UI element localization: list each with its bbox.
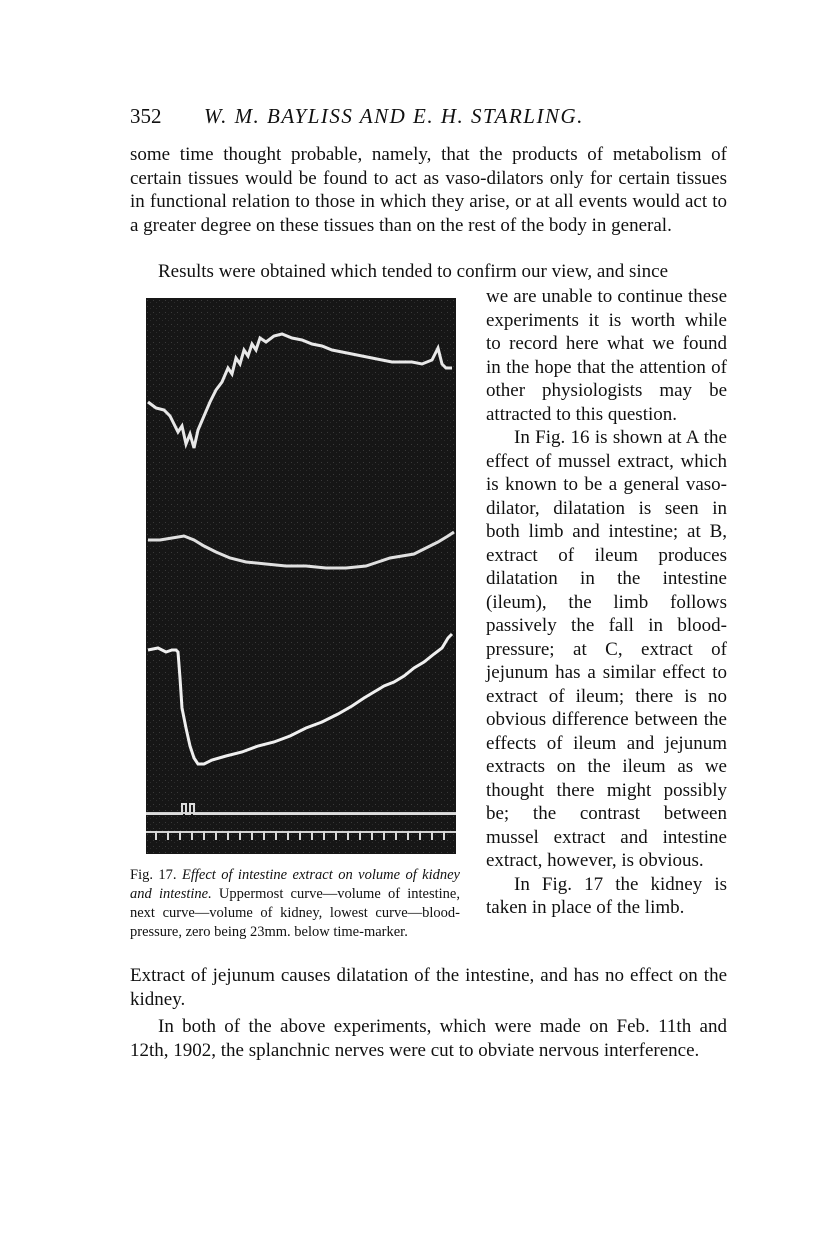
running-header	[130, 104, 730, 134]
figure-caption	[130, 866, 460, 942]
running-title: W. M. BAYLISS AND E. H. STARLING.	[204, 104, 584, 128]
smoked-paper-background	[146, 298, 456, 854]
paragraph-last	[130, 1015, 727, 1062]
caption-body: Uppermost curve—volume of intestine, next curve—volume of kidney, lowest curve—blood-pressure, zero being 23mm. below time-marker.	[130, 886, 460, 940]
side-paragraph-3: In Fig. 17 the kidney is taken in place of the limb.	[486, 873, 727, 918]
side-paragraph-1: we are unable to continue these experiments it is worth while to record here what we found in the hope that the attention of other physiologists may be attracted to this question.	[486, 286, 727, 425]
caption-title: Effect of intestine extract on volume of kidney and intestine.	[130, 867, 460, 902]
paragraph-after-figure-text: Extract of jejunum causes dilatation of the intestine, and has no effect on the kidney.	[130, 965, 727, 1010]
results-lead-text: Results were obtained which tended to confirm our view, and since	[158, 261, 669, 282]
caption-label: Fig. 17.	[130, 867, 177, 883]
paragraph-top	[130, 143, 727, 237]
side-column	[486, 285, 727, 920]
side-paragraph-2: In Fig. 16 is shown at A the effect of mussel extract, which is known to be a general vaso-dilator, dilatation is seen in both limb and intestine; at B, extract of ileum produces dilatation in the intestine (ileum), the limb follows passively the fall in blood-pressure; at C, extract of jejunum has a similar effect to extract of ileum; there is no obvious difference between the effects of ileum and jejunum extracts on the ileum as we thought there might possibly be; the contrast between mussel extract and intestine extract, however, is obvious.	[486, 427, 727, 871]
figure-17-kymograph	[146, 298, 456, 854]
paragraph-last-text: In both of the above experiments, which were made on Feb. 11th and 12th, 1902, the splanchnic nerves were cut to obviate nervous interference.	[130, 1016, 727, 1061]
results-lead-line	[130, 260, 727, 284]
page-number: 352	[130, 104, 162, 128]
paragraph-after-figure	[130, 964, 727, 1011]
kymograph-trace	[146, 298, 456, 854]
paragraph-top-text: some time thought probable, namely, that the products of metabolism of certain tissues would be found to act as vaso-dilators only for certain tissues in functional relation to those in which they arise, or at all events would act to a greater degree on these tissues than on the rest of the body in general.	[130, 144, 727, 236]
